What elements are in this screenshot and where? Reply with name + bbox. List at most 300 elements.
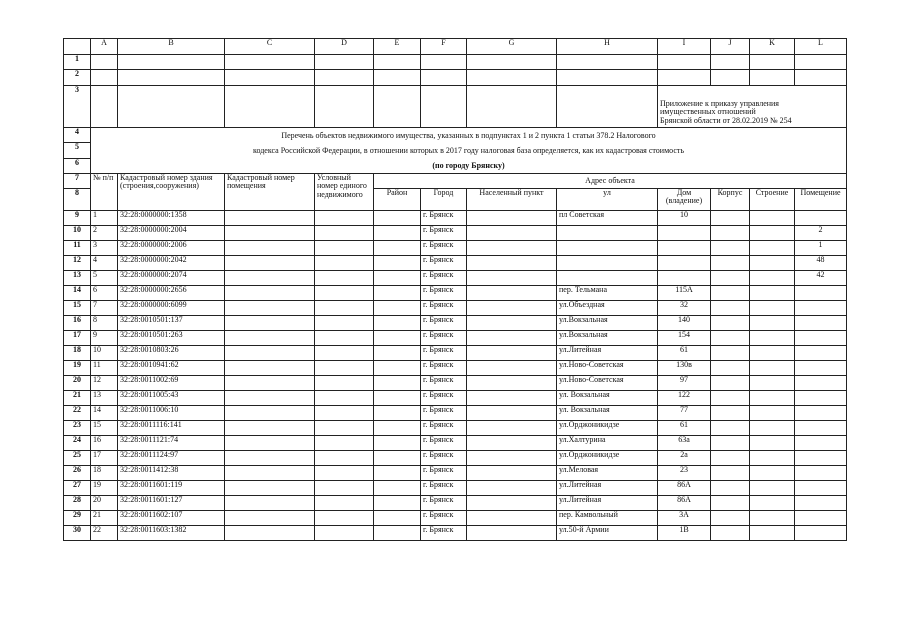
cell-cad-room[interactable]: [225, 316, 315, 331]
cell-room[interactable]: [795, 301, 847, 316]
cell-city[interactable]: г. Брянск: [421, 331, 467, 346]
cell[interactable]: [118, 86, 225, 128]
cell-district[interactable]: [374, 526, 421, 541]
cell-stroenie[interactable]: [750, 226, 795, 241]
cell[interactable]: [467, 70, 557, 86]
cell-num[interactable]: 7: [91, 301, 118, 316]
cell-cad-building[interactable]: 32:28:0010501:137: [118, 316, 225, 331]
cell-stroenie[interactable]: [750, 361, 795, 376]
cell-district[interactable]: [374, 481, 421, 496]
cell-house[interactable]: 122: [658, 391, 711, 406]
cell-city[interactable]: г. Брянск: [421, 241, 467, 256]
cell-korpus[interactable]: [711, 286, 750, 301]
column-header-j[interactable]: J: [711, 39, 750, 55]
cell-district[interactable]: [374, 256, 421, 271]
cell-house[interactable]: 130в: [658, 361, 711, 376]
cell-settlement[interactable]: [467, 406, 557, 421]
cell-num[interactable]: 4: [91, 256, 118, 271]
cell-cad-building[interactable]: 32:28:0011412:38: [118, 466, 225, 481]
cell-house[interactable]: 154: [658, 331, 711, 346]
cell-korpus[interactable]: [711, 466, 750, 481]
cell-house[interactable]: 3А: [658, 511, 711, 526]
cell-district[interactable]: [374, 511, 421, 526]
cell-cad-room[interactable]: [225, 286, 315, 301]
cell-street[interactable]: ул.Орджоникидзе: [557, 451, 658, 466]
cell-settlement[interactable]: [467, 526, 557, 541]
cell-cond-num[interactable]: [315, 391, 374, 406]
cell-korpus[interactable]: [711, 226, 750, 241]
cell-room[interactable]: [795, 361, 847, 376]
cell-num[interactable]: 2: [91, 226, 118, 241]
cell[interactable]: [225, 70, 315, 86]
cell[interactable]: [374, 70, 421, 86]
cell-cad-building[interactable]: 32:28:0000000:6099: [118, 301, 225, 316]
cell[interactable]: [118, 70, 225, 86]
cell-stroenie[interactable]: [750, 496, 795, 511]
column-header-g[interactable]: G: [467, 39, 557, 55]
cell-room[interactable]: [795, 451, 847, 466]
cell-district[interactable]: [374, 436, 421, 451]
cell-cond-num[interactable]: [315, 256, 374, 271]
cell-cond-num[interactable]: [315, 346, 374, 361]
cell-cond-num[interactable]: [315, 496, 374, 511]
cell[interactable]: [711, 55, 750, 70]
cell-street[interactable]: пер. Камвольный: [557, 511, 658, 526]
cell-num[interactable]: 6: [91, 286, 118, 301]
cell-num[interactable]: 18: [91, 466, 118, 481]
cell-settlement[interactable]: [467, 391, 557, 406]
cell-house[interactable]: 23: [658, 466, 711, 481]
cell-street[interactable]: [557, 241, 658, 256]
cell-num[interactable]: 19: [91, 481, 118, 496]
cell-street[interactable]: ул.Ново-Советская: [557, 376, 658, 391]
cell[interactable]: [91, 70, 118, 86]
cell-street[interactable]: ул. Вокзальная: [557, 406, 658, 421]
cell[interactable]: [315, 70, 374, 86]
cell-settlement[interactable]: [467, 376, 557, 391]
cell[interactable]: [91, 55, 118, 70]
cell-settlement[interactable]: [467, 226, 557, 241]
cell-house[interactable]: [658, 271, 711, 286]
cell-house[interactable]: 140: [658, 316, 711, 331]
cell-cad-building[interactable]: 32:28:0000000:2004: [118, 226, 225, 241]
cell-cad-building[interactable]: 32:28:0000000:2006: [118, 241, 225, 256]
cell-room[interactable]: [795, 331, 847, 346]
cell-cad-room[interactable]: [225, 211, 315, 226]
cell-cad-room[interactable]: [225, 391, 315, 406]
cell-city[interactable]: г. Брянск: [421, 376, 467, 391]
cell-stroenie[interactable]: [750, 346, 795, 361]
row-header[interactable]: 30: [64, 526, 91, 541]
row-header[interactable]: 17: [64, 331, 91, 346]
cell-korpus[interactable]: [711, 256, 750, 271]
cell-cond-num[interactable]: [315, 466, 374, 481]
cell-cad-room[interactable]: [225, 466, 315, 481]
cell-city[interactable]: г. Брянск: [421, 256, 467, 271]
cell-stroenie[interactable]: [750, 526, 795, 541]
row-header[interactable]: 8: [64, 189, 91, 211]
cell-house[interactable]: [658, 241, 711, 256]
cell-settlement[interactable]: [467, 346, 557, 361]
cell-settlement[interactable]: [467, 211, 557, 226]
cell-cond-num[interactable]: [315, 421, 374, 436]
cell-cad-building[interactable]: 32:28:0011601:127: [118, 496, 225, 511]
row-header[interactable]: 28: [64, 496, 91, 511]
cell-district[interactable]: [374, 346, 421, 361]
cell-district[interactable]: [374, 406, 421, 421]
cell-cad-room[interactable]: [225, 361, 315, 376]
cell-stroenie[interactable]: [750, 391, 795, 406]
cell-cond-num[interactable]: [315, 451, 374, 466]
cell-cad-building[interactable]: 32:28:0000000:1358: [118, 211, 225, 226]
cell-city[interactable]: г. Брянск: [421, 271, 467, 286]
cell-room[interactable]: 48: [795, 256, 847, 271]
row-header[interactable]: 19: [64, 361, 91, 376]
cell-street[interactable]: [557, 256, 658, 271]
row-header[interactable]: 10: [64, 226, 91, 241]
cell-settlement[interactable]: [467, 271, 557, 286]
cell-korpus[interactable]: [711, 211, 750, 226]
cell-city[interactable]: г. Брянск: [421, 346, 467, 361]
cell-room[interactable]: [795, 421, 847, 436]
cell-district[interactable]: [374, 286, 421, 301]
cell-room[interactable]: 1: [795, 241, 847, 256]
row-header[interactable]: 6: [64, 158, 91, 173]
cell[interactable]: [91, 86, 118, 128]
row-header[interactable]: 7: [64, 174, 91, 189]
cell-room[interactable]: [795, 286, 847, 301]
cell-cad-building[interactable]: 32:28:0000000:2042: [118, 256, 225, 271]
cell-korpus[interactable]: [711, 391, 750, 406]
column-header-f[interactable]: F: [421, 39, 467, 55]
row-header[interactable]: 13: [64, 271, 91, 286]
cell-city[interactable]: г. Брянск: [421, 391, 467, 406]
cell-cad-room[interactable]: [225, 436, 315, 451]
cell-settlement[interactable]: [467, 301, 557, 316]
cell-house[interactable]: 10: [658, 211, 711, 226]
cell-korpus[interactable]: [711, 331, 750, 346]
cell[interactable]: [374, 86, 421, 128]
cell-korpus[interactable]: [711, 406, 750, 421]
cell-cad-room[interactable]: [225, 331, 315, 346]
cell-street[interactable]: ул.Литейная: [557, 346, 658, 361]
column-header-l[interactable]: L: [795, 39, 847, 55]
cell-cad-room[interactable]: [225, 526, 315, 541]
cell-cad-building[interactable]: 32:28:0010501:263: [118, 331, 225, 346]
cell-cond-num[interactable]: [315, 226, 374, 241]
cell-room[interactable]: [795, 391, 847, 406]
cell-city[interactable]: г. Брянск: [421, 421, 467, 436]
row-header[interactable]: 23: [64, 421, 91, 436]
cell-cad-building[interactable]: 32:28:0011116:141: [118, 421, 225, 436]
cell-street[interactable]: ул.Вокзальная: [557, 316, 658, 331]
cell-street[interactable]: ул.Ново-Советская: [557, 361, 658, 376]
cell-city[interactable]: г. Брянск: [421, 481, 467, 496]
cell-cad-building[interactable]: 32:28:0000000:2074: [118, 271, 225, 286]
cell-room[interactable]: [795, 376, 847, 391]
column-header-c[interactable]: C: [225, 39, 315, 55]
cell-stroenie[interactable]: [750, 331, 795, 346]
cell-street[interactable]: ул.Литейная: [557, 481, 658, 496]
cell-house[interactable]: 1В: [658, 526, 711, 541]
row-header[interactable]: 22: [64, 406, 91, 421]
column-header-a[interactable]: A: [91, 39, 118, 55]
cell-korpus[interactable]: [711, 241, 750, 256]
cell-street[interactable]: ул.Объездная: [557, 301, 658, 316]
row-header[interactable]: 2: [64, 70, 91, 86]
row-header[interactable]: 4: [64, 128, 91, 143]
row-header[interactable]: 25: [64, 451, 91, 466]
cell-cad-room[interactable]: [225, 406, 315, 421]
cell[interactable]: [795, 70, 847, 86]
row-header[interactable]: 29: [64, 511, 91, 526]
cell-cad-building[interactable]: 32:28:0011005:43: [118, 391, 225, 406]
cell-street[interactable]: [557, 271, 658, 286]
cell-settlement[interactable]: [467, 436, 557, 451]
cell-cad-room[interactable]: [225, 271, 315, 286]
cell-stroenie[interactable]: [750, 421, 795, 436]
cell[interactable]: [557, 70, 658, 86]
cell-korpus[interactable]: [711, 421, 750, 436]
cell-room[interactable]: [795, 496, 847, 511]
cell-room[interactable]: [795, 436, 847, 451]
cell-korpus[interactable]: [711, 436, 750, 451]
cell-city[interactable]: г. Брянск: [421, 226, 467, 241]
cell-street[interactable]: ул.Меловая: [557, 466, 658, 481]
cell-room[interactable]: [795, 316, 847, 331]
cell-district[interactable]: [374, 316, 421, 331]
cell-house[interactable]: 2а: [658, 451, 711, 466]
cell[interactable]: [421, 86, 467, 128]
cell-room[interactable]: [795, 211, 847, 226]
cell[interactable]: [118, 55, 225, 70]
cell-cad-room[interactable]: [225, 481, 315, 496]
cell-room[interactable]: 2: [795, 226, 847, 241]
row-header[interactable]: 1: [64, 55, 91, 70]
cell-city[interactable]: г. Брянск: [421, 451, 467, 466]
row-header[interactable]: 27: [64, 481, 91, 496]
cell-cond-num[interactable]: [315, 376, 374, 391]
cell-street[interactable]: ул.Халтурина: [557, 436, 658, 451]
cell-cad-building[interactable]: 32:28:0011002:69: [118, 376, 225, 391]
cell-room[interactable]: [795, 526, 847, 541]
cell-house[interactable]: [658, 226, 711, 241]
cell-district[interactable]: [374, 496, 421, 511]
cell[interactable]: [557, 55, 658, 70]
cell-street[interactable]: ул.Орджоникидзе: [557, 421, 658, 436]
cell-cad-room[interactable]: [225, 496, 315, 511]
cell-num[interactable]: 10: [91, 346, 118, 361]
cell-street[interactable]: пер. Тельмана: [557, 286, 658, 301]
cell-settlement[interactable]: [467, 316, 557, 331]
cell-city[interactable]: г. Брянск: [421, 406, 467, 421]
cell[interactable]: [711, 70, 750, 86]
cell-room[interactable]: [795, 346, 847, 361]
cell[interactable]: [421, 55, 467, 70]
cell-city[interactable]: г. Брянск: [421, 301, 467, 316]
column-header-b[interactable]: B: [118, 39, 225, 55]
cell-house[interactable]: 63а: [658, 436, 711, 451]
cell-cad-room[interactable]: [225, 346, 315, 361]
cell-korpus[interactable]: [711, 526, 750, 541]
cell-stroenie[interactable]: [750, 466, 795, 481]
cell-house[interactable]: 77: [658, 406, 711, 421]
cell-stroenie[interactable]: [750, 451, 795, 466]
cell-stroenie[interactable]: [750, 481, 795, 496]
cell[interactable]: [750, 55, 795, 70]
cell-district[interactable]: [374, 391, 421, 406]
cell-cad-building[interactable]: 32:28:0011124:97: [118, 451, 225, 466]
cell-street[interactable]: ул. Вокзальная: [557, 391, 658, 406]
cell-cad-room[interactable]: [225, 226, 315, 241]
row-header[interactable]: 3: [64, 86, 91, 128]
cell-stroenie[interactable]: [750, 286, 795, 301]
cell-room[interactable]: 42: [795, 271, 847, 286]
cell-cond-num[interactable]: [315, 316, 374, 331]
cell-num[interactable]: 1: [91, 211, 118, 226]
cell-street[interactable]: ул.Литейная: [557, 496, 658, 511]
cell-cad-building[interactable]: 32:28:0010803:26: [118, 346, 225, 361]
cell-cad-building[interactable]: 32:28:0000000:2656: [118, 286, 225, 301]
cell-num[interactable]: 13: [91, 391, 118, 406]
cell-room[interactable]: [795, 406, 847, 421]
cell[interactable]: [795, 55, 847, 70]
cell-stroenie[interactable]: [750, 376, 795, 391]
cell-num[interactable]: 22: [91, 526, 118, 541]
cell-korpus[interactable]: [711, 451, 750, 466]
row-header[interactable]: 18: [64, 346, 91, 361]
cell-korpus[interactable]: [711, 376, 750, 391]
cell[interactable]: [315, 86, 374, 128]
cell-korpus[interactable]: [711, 496, 750, 511]
column-header-h[interactable]: H: [557, 39, 658, 55]
cell-cad-building[interactable]: 32:28:0011603:1382: [118, 526, 225, 541]
cell-city[interactable]: г. Брянск: [421, 511, 467, 526]
cell-district[interactable]: [374, 301, 421, 316]
cell[interactable]: [467, 86, 557, 128]
row-header[interactable]: 16: [64, 316, 91, 331]
cell-district[interactable]: [374, 241, 421, 256]
cell-korpus[interactable]: [711, 271, 750, 286]
cell-settlement[interactable]: [467, 361, 557, 376]
cell-num[interactable]: 21: [91, 511, 118, 526]
cell-num[interactable]: 12: [91, 376, 118, 391]
cell-district[interactable]: [374, 271, 421, 286]
cell[interactable]: [467, 55, 557, 70]
cell-cad-room[interactable]: [225, 451, 315, 466]
cell-stroenie[interactable]: [750, 271, 795, 286]
cell-num[interactable]: 8: [91, 316, 118, 331]
cell-district[interactable]: [374, 211, 421, 226]
cell-street[interactable]: ул.Вокзальная: [557, 331, 658, 346]
cell-district[interactable]: [374, 421, 421, 436]
row-header[interactable]: 14: [64, 286, 91, 301]
cell-num[interactable]: 14: [91, 406, 118, 421]
cell-cond-num[interactable]: [315, 301, 374, 316]
cell-stroenie[interactable]: [750, 211, 795, 226]
cell-cad-room[interactable]: [225, 511, 315, 526]
cell-settlement[interactable]: [467, 241, 557, 256]
cell-cad-building[interactable]: 32:28:0011121:74: [118, 436, 225, 451]
cell-district[interactable]: [374, 376, 421, 391]
cell[interactable]: [658, 70, 711, 86]
cell[interactable]: [658, 55, 711, 70]
cell-num[interactable]: 11: [91, 361, 118, 376]
column-header-d[interactable]: D: [315, 39, 374, 55]
cell-city[interactable]: г. Брянск: [421, 286, 467, 301]
cell-city[interactable]: г. Брянск: [421, 316, 467, 331]
cell[interactable]: [315, 55, 374, 70]
cell-korpus[interactable]: [711, 361, 750, 376]
cell-settlement[interactable]: [467, 511, 557, 526]
cell[interactable]: [421, 70, 467, 86]
cell-cad-building[interactable]: 32:28:0011602:107: [118, 511, 225, 526]
column-header-e[interactable]: E: [374, 39, 421, 55]
cell-cond-num[interactable]: [315, 286, 374, 301]
cell-cond-num[interactable]: [315, 211, 374, 226]
cell-district[interactable]: [374, 361, 421, 376]
cell-cad-room[interactable]: [225, 301, 315, 316]
cell-korpus[interactable]: [711, 511, 750, 526]
row-header[interactable]: 26: [64, 466, 91, 481]
cell-stroenie[interactable]: [750, 301, 795, 316]
cell-district[interactable]: [374, 466, 421, 481]
cell-settlement[interactable]: [467, 466, 557, 481]
cell-district[interactable]: [374, 226, 421, 241]
cell-settlement[interactable]: [467, 451, 557, 466]
cell[interactable]: [225, 55, 315, 70]
cell-house[interactable]: 97: [658, 376, 711, 391]
cell[interactable]: [225, 86, 315, 128]
cell-num[interactable]: 9: [91, 331, 118, 346]
cell-cond-num[interactable]: [315, 511, 374, 526]
cell-room[interactable]: [795, 511, 847, 526]
cell-cad-room[interactable]: [225, 421, 315, 436]
cell-num[interactable]: 16: [91, 436, 118, 451]
cell[interactable]: [557, 86, 658, 128]
cell-settlement[interactable]: [467, 256, 557, 271]
cell-cond-num[interactable]: [315, 361, 374, 376]
cell-settlement[interactable]: [467, 286, 557, 301]
cell-room[interactable]: [795, 481, 847, 496]
cell-district[interactable]: [374, 331, 421, 346]
cell-stroenie[interactable]: [750, 316, 795, 331]
cell-num[interactable]: 3: [91, 241, 118, 256]
row-header[interactable]: 9: [64, 211, 91, 226]
cell-city[interactable]: г. Брянск: [421, 436, 467, 451]
row-header[interactable]: 12: [64, 256, 91, 271]
cell-cond-num[interactable]: [315, 481, 374, 496]
cell-korpus[interactable]: [711, 481, 750, 496]
column-header-k[interactable]: K: [750, 39, 795, 55]
cell-cad-building[interactable]: 32:28:0010941:62: [118, 361, 225, 376]
cell-house[interactable]: 61: [658, 346, 711, 361]
row-header[interactable]: 21: [64, 391, 91, 406]
row-header[interactable]: 20: [64, 376, 91, 391]
row-header[interactable]: 15: [64, 301, 91, 316]
row-header[interactable]: 5: [64, 143, 91, 158]
cell-street[interactable]: пл Советская: [557, 211, 658, 226]
cell-korpus[interactable]: [711, 316, 750, 331]
cell-settlement[interactable]: [467, 481, 557, 496]
cell-district[interactable]: [374, 451, 421, 466]
cell-korpus[interactable]: [711, 346, 750, 361]
cell-cad-building[interactable]: 32:28:0011006:10: [118, 406, 225, 421]
cell-num[interactable]: 15: [91, 421, 118, 436]
cell-cad-building[interactable]: 32:28:0011601:119: [118, 481, 225, 496]
cell-settlement[interactable]: [467, 331, 557, 346]
cell-cond-num[interactable]: [315, 436, 374, 451]
